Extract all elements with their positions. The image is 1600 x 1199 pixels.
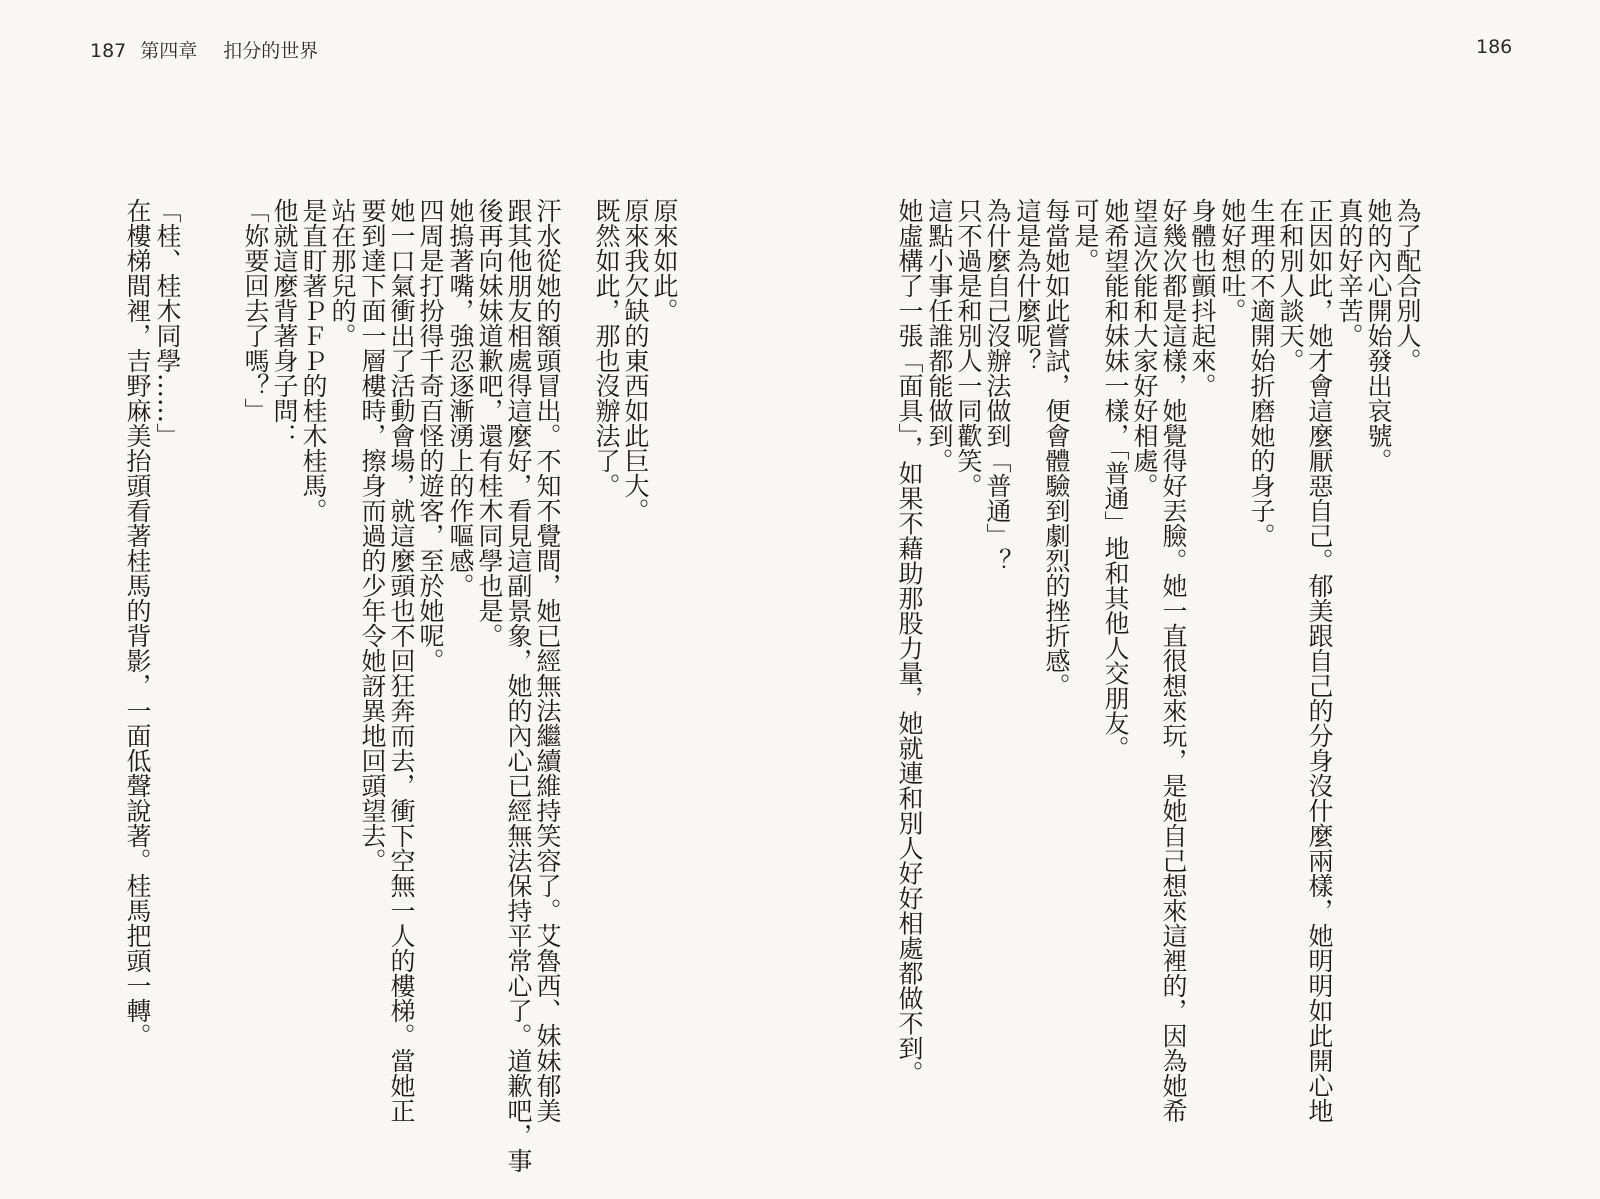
left-page-header [90,36,318,63]
text-column: 這是為什麼呢？ [1013,198,1042,373]
text-column: 原來我欠缺的東西如此巨大。 [621,198,650,523]
text-column: 在樓梯間裡，吉野麻美抬頭看著桂馬的背影，一面低聲說著。桂馬把頭一轉。 [123,198,152,1048]
text-column: 可是。 [1071,198,1100,273]
text-column: 她的內心開始發出哀號。 [1364,198,1393,473]
left-page-number: 187 [90,40,127,62]
text-column: 她好想吐。 [1218,198,1247,323]
text-column: 跟其他朋友相處得這麼好，看見這副景象，她的內心已經無法保持平常心了。道歉吧，事 [504,198,533,1173]
text-column: 她希望能和妹妹一樣，「普通」地和其他人交朋友。 [1101,198,1130,761]
text-column: 要到達下面一層樓時，擦身而過的少年令她訝異地回頭望去。 [358,198,387,873]
text-column: 他就這麼背著身子問： [270,198,299,448]
text-column: 汗水從她的額頭冒出。不知不覺間，她已經無法繼續維持笑容了。艾魯西、妹妹郁美 [533,198,562,1123]
text-column: 身體也顫抖起來。 [1188,198,1217,398]
text-column: 「妳要回去了嗎？」 [241,198,270,423]
text-column: 為什麼自己沒辦法做到「普通」？ [983,198,1012,573]
chapter-title: 扣分的世界 [223,40,319,62]
text-column: 四周是打扮得千奇百怪的遊客，至於她呢。 [416,198,445,673]
text-column: 為了配合別人。 [1393,198,1422,373]
right-page-number: 186 [1476,36,1513,58]
text-column: 後再向妹妹道歉吧，還有桂木同學也是。 [475,198,504,648]
text-column: 既然如此，那也沒辦法了。 [592,198,621,498]
text-column: 是直盯著ＰＦＰ的桂木桂馬。 [299,198,328,523]
text-column: 在和別人談天。 [1276,198,1305,373]
text-column: 好幾次都是這樣，她覺得好丟臉。她一直很想來玩，是她自己想來這裡的，因為她希 [1159,198,1188,1123]
text-column: 只不過是和別人一同歡笑。 [954,198,983,498]
text-column: 「桂、桂木同學……」 [153,198,182,448]
text-column: 正因如此，她才會這麼厭惡自己。郁美跟自己的分身沒什麼兩樣，她明明如此開心地 [1305,198,1334,1123]
text-column: 她虛構了一張「面具」，如果不藉助那股力量，她就連和別人好好相處都做不到。 [895,198,924,1086]
text-column: 原來如此。 [650,198,679,323]
text-column: 每當她如此嘗試，便會體驗到劇烈的挫折感。 [1042,198,1071,698]
text-column: 她一口氣衝出了活動會場，就這麼頭也不回狂奔而去，衝下空無一人的樓梯。當她正 [387,198,416,1123]
chapter-label: 第四章 [140,40,198,62]
text-column: 這點小事任誰都能做到。 [925,198,954,473]
text-column: 她摀著嘴，強忍逐漸湧上的作嘔感。 [446,198,475,598]
text-column: 望這次能和大家好好相處。 [1130,198,1159,498]
text-column: 站在那兒的。 [328,198,357,348]
text-column: 生理的不適開始折磨她的身子。 [1247,198,1276,548]
text-column: 真的好辛苦。 [1335,198,1364,348]
